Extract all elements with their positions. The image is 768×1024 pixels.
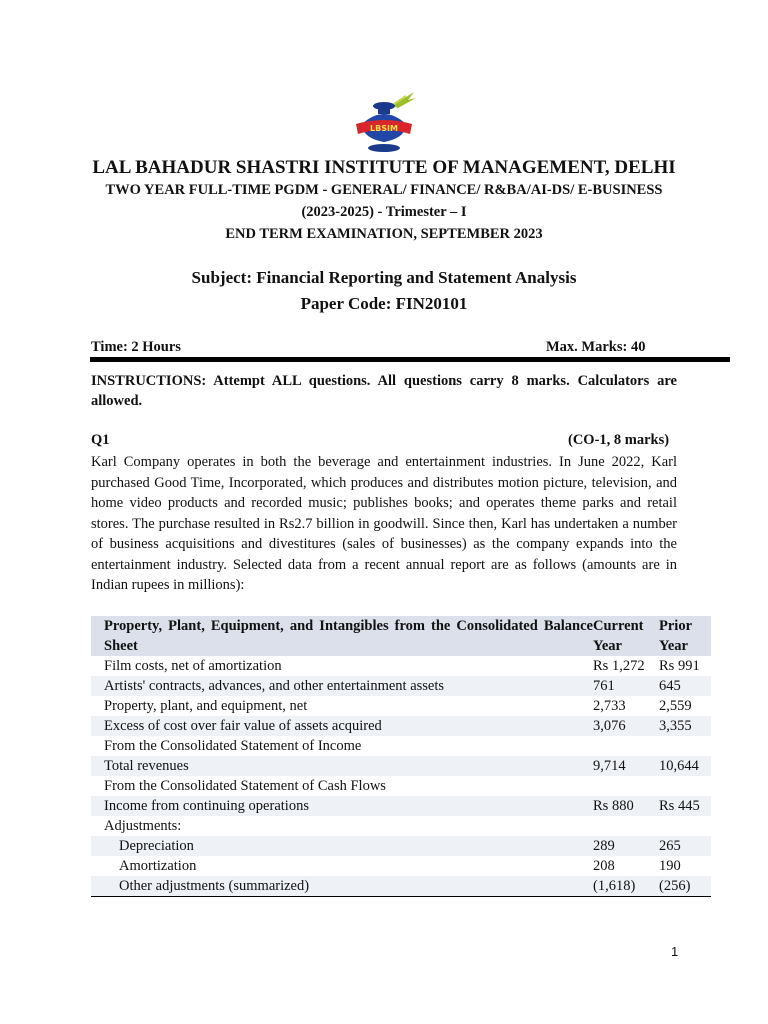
row-prior: 190: [659, 858, 681, 874]
header-label: Property, Plant, Equipment, and Intangibles from the Consolidated Balance Sheet: [91, 616, 593, 656]
exam-line: END TERM EXAMINATION, SEPTEMBER 2023: [225, 226, 543, 242]
row-current: [593, 816, 645, 836]
row-label: Total revenues: [91, 756, 593, 776]
table-row: [91, 876, 711, 897]
instructions: INSTRUCTIONS: Attempt ALL questions. All questions carry 8 marks. Calculators are allowed.: [91, 373, 677, 409]
row-current: Rs 1,272: [593, 658, 645, 674]
row-prior: 645: [645, 676, 711, 696]
row-current: Rs 880: [593, 796, 645, 816]
table-row: [91, 856, 711, 876]
table-section-row: [91, 816, 711, 836]
row-label: Other adjustments (summarized): [91, 876, 593, 897]
row-label: Income from continuing operations: [91, 796, 593, 816]
table-row: [91, 756, 711, 776]
row-label: Film costs, net of amortization: [104, 658, 282, 674]
row-label: Artists' contracts, advances, and other entertainment assets: [91, 676, 593, 696]
question-co-marks: (CO-1, 8 marks): [568, 432, 670, 448]
time-allowed: Time: 2 Hours: [91, 339, 181, 355]
table-row: [91, 716, 711, 736]
row-label: Amortization: [119, 858, 197, 874]
page-number: 1: [671, 944, 679, 959]
row-prior: Rs 991: [659, 658, 700, 674]
table-row: [91, 696, 711, 716]
question-text: Karl Company operates in both the beverage and entertainment industries. In June 2022, Karl purchased Good Time, Incorporated, which produces and distributes motion picture, television, and home video products and recorded music; publishes books; and operates theme parks and retail stores. The purchase resulted in Rs2.7 billion in goodwill. Since then, Karl has undertaken a number of business acquisitions and divestitures (sales of businesses) as the company expands into the entertainment industry. Selected data from a recent annual report are as follows (amounts are in Indian rupees in millions):: [91, 454, 677, 593]
row-prior: 265: [645, 836, 711, 856]
row-prior: 2,559: [659, 698, 692, 714]
max-marks: Max. Marks: 40: [546, 339, 646, 355]
logo-text: LBSIM: [370, 124, 398, 133]
section-label: From the Consolidated Statement of Income: [104, 738, 362, 754]
row-current: 2,733: [593, 698, 626, 714]
row-label: Property, plant, and equipment, net: [104, 698, 308, 714]
batch-line: (2023-2025) - Trimester – I: [301, 204, 467, 220]
row-prior: [645, 816, 711, 836]
row-label: Depreciation: [91, 836, 593, 856]
header-prior: Prior Year: [645, 616, 711, 656]
row-prior: (256): [645, 876, 711, 897]
row-prior: Rs 445: [645, 796, 711, 816]
section-label: From the Consolidated Statement of Cash Flows: [104, 778, 386, 794]
paper-code: Paper Code: FIN20101: [300, 294, 468, 313]
question-number: Q1: [91, 432, 110, 448]
row-prior: [645, 736, 711, 756]
table-row: [91, 656, 711, 676]
institute-title: LAL BAHADUR SHASTRI INSTITUTE OF MANAGEMENT, DELHI: [92, 157, 676, 178]
table-row: [91, 676, 711, 696]
table-section-row: [91, 736, 711, 756]
table-row: [91, 796, 711, 816]
row-current: (1,618): [593, 876, 645, 897]
table-header-row: [91, 616, 711, 656]
table-row: [91, 836, 711, 856]
row-current: [593, 776, 645, 796]
row-current: 3,076: [593, 716, 645, 736]
lamp-logo-icon: [348, 90, 420, 154]
subject-line: Subject: Financial Reporting and Statement Analysis: [191, 268, 577, 287]
row-prior: 3,355: [645, 716, 711, 736]
row-current: 289: [593, 836, 645, 856]
row-current: 208: [593, 858, 615, 874]
program-line: TWO YEAR FULL-TIME PGDM - GENERAL/ FINANCE/ R&BA/AI-DS/ E-BUSINESS: [105, 182, 663, 198]
row-current: 9,714: [593, 756, 645, 776]
row-prior: [645, 776, 711, 796]
header-current: Current Year: [593, 618, 644, 654]
row-prior: 10,644: [645, 756, 711, 776]
section-label: Adjustments:: [104, 818, 182, 834]
row-label: Excess of cost over fair value of assets acquired: [91, 716, 593, 736]
header-divider: [90, 357, 730, 362]
row-current: [593, 736, 645, 756]
financial-data-table: [91, 616, 711, 897]
table-section-row: [91, 776, 711, 796]
row-current: 761: [593, 676, 645, 696]
